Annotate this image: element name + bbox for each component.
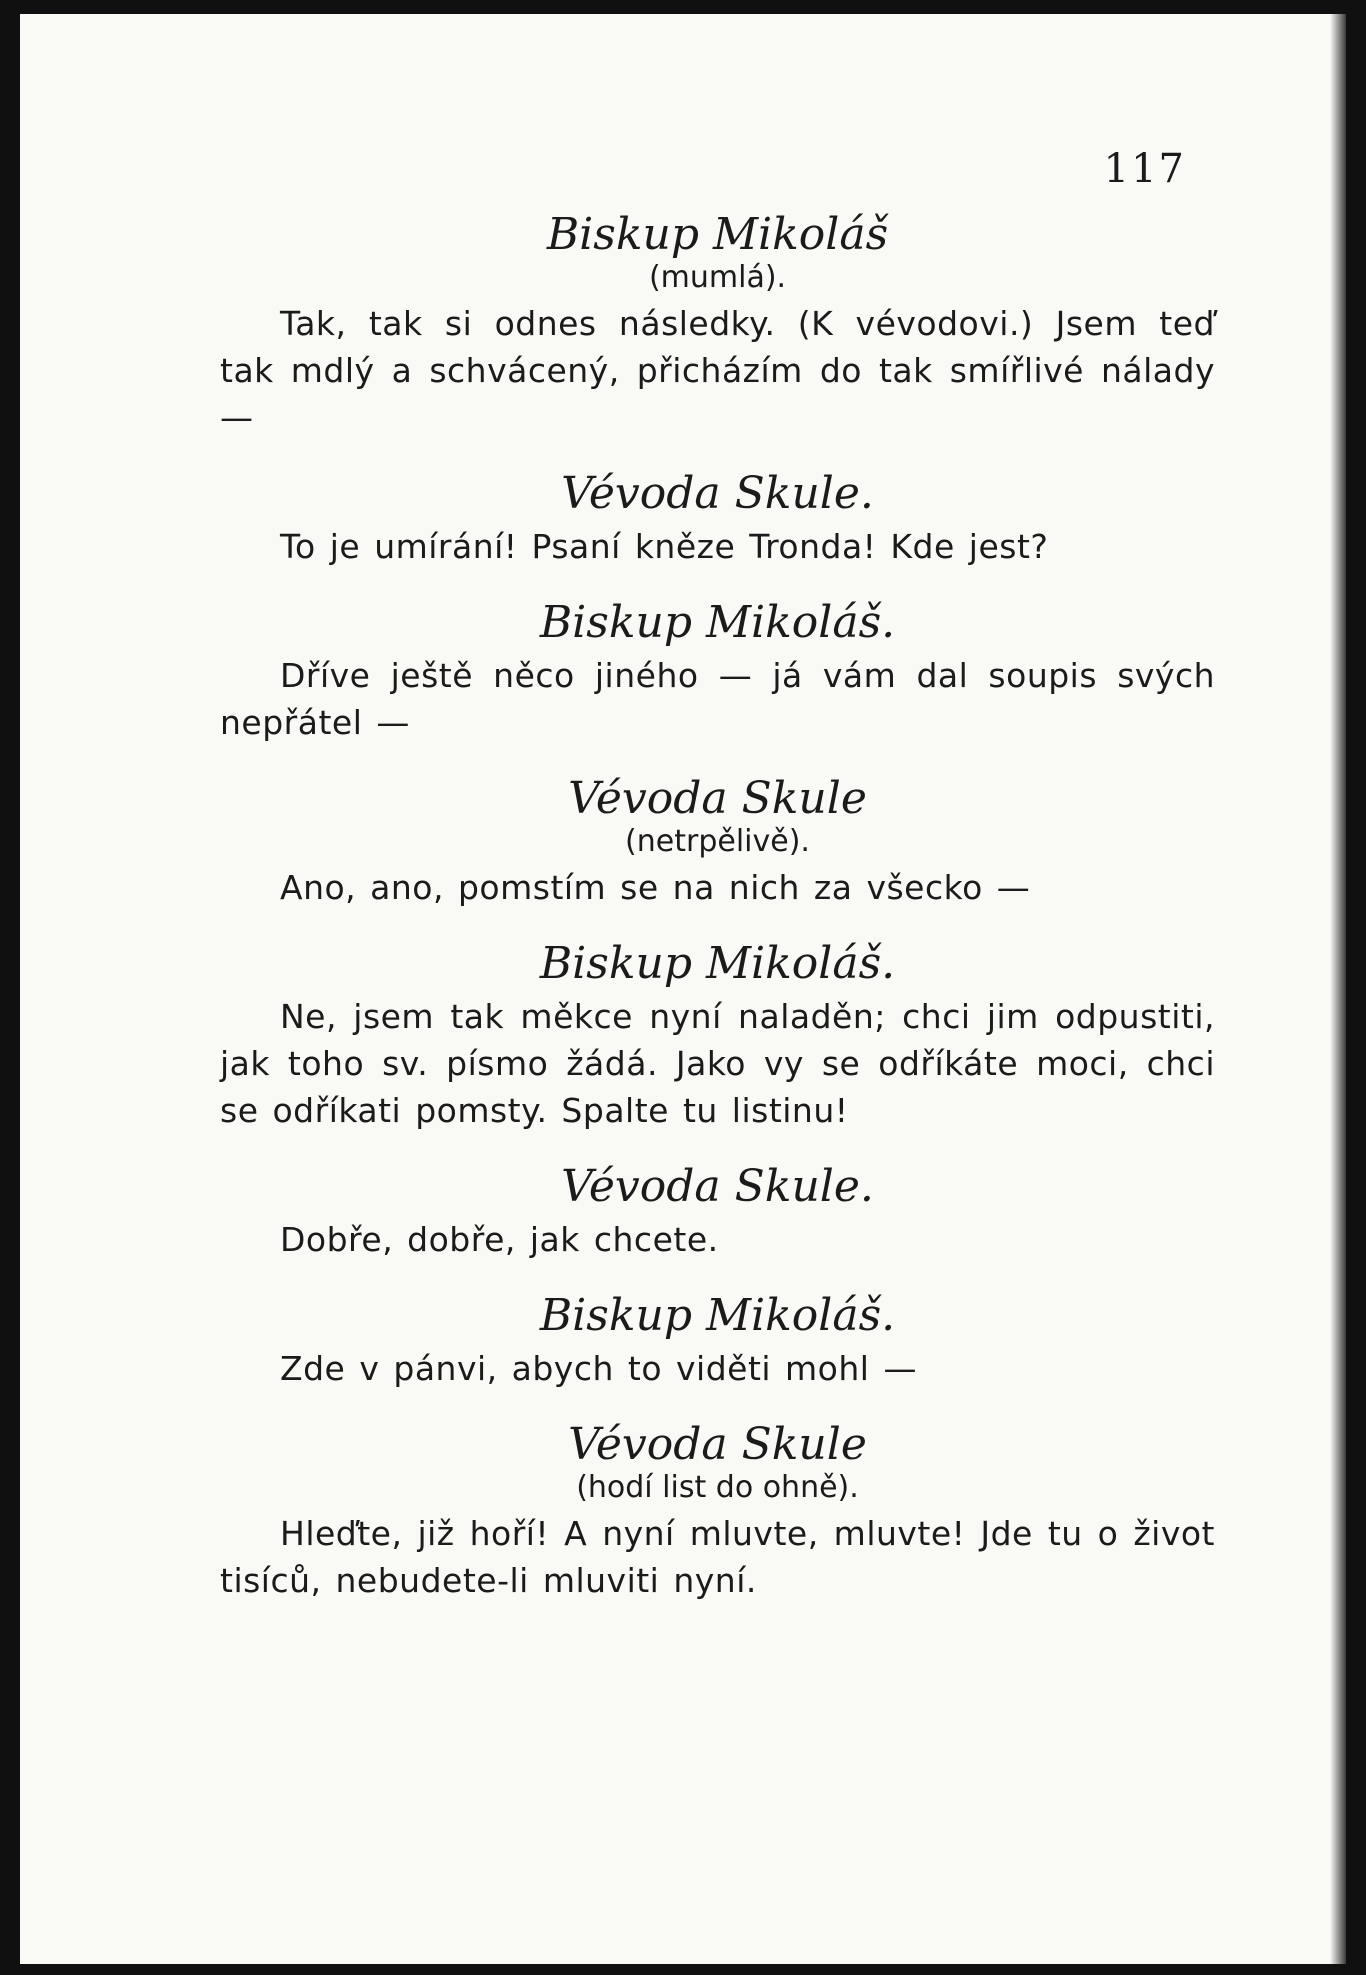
book-page [20,14,1346,1964]
dialogue-block [220,939,1215,1134]
dialogue-block [220,1162,1215,1263]
speech-text: Dříve ještě něco jiného — já vám dal soupis svých nepřátel — [220,656,1215,742]
speaker-name: Biskup Mikoláš. [539,1290,896,1341]
speech-text: Ne, jsem tak měkce nyní naladěn; chci jim odpustiti, jak toho sv. písmo žádá. Jako vy se odříkáte moci, chci se odříkati pomsty. Spalte tu listinu! [220,997,1215,1130]
dialogue-block [220,1420,1215,1604]
stage-direction: (netrpělivě). [625,824,810,859]
dialogue-block [220,469,1215,570]
dialogue-block [220,1291,1215,1392]
play-text [220,210,1215,1604]
speech-text: Zde v pánvi, abych to viděti mohl — [280,1349,917,1388]
speaker-name: Vévoda Skule. [561,1161,874,1212]
speech-text: Tak, tak si odnes následky. (K vévodovi.) Jsem teď tak mdlý a schvácený, přicházím do tak smířlivé nálady — [220,304,1215,437]
dialogue-block [220,774,1215,911]
stage-direction: (hodí list do ohně). [576,1470,859,1505]
speech-text: Ano, ano, pomstím se na nich za všecko — [280,868,1031,907]
dialogue-block [220,210,1215,441]
speech-text: To je umírání! Psaní kněze Tronda! Kde jest? [280,527,1049,566]
speaker-name: Vévoda Skule. [561,468,874,519]
speaker-name: Biskup Mikoláš. [539,938,896,989]
page-number: 117 [1103,146,1186,192]
speech-text: Dobře, dobře, jak chcete. [280,1220,719,1259]
stage-direction: (mumlá). [648,260,787,295]
speaker-name: Biskup Mikoláš. [539,597,896,648]
page-shadow-right [1330,14,1346,1964]
speaker-name: Vévoda Skule [568,1419,867,1470]
dialogue-block [220,598,1215,746]
speaker-name: Vévoda Skule [568,773,867,824]
speaker-name: Biskup Mikoláš [546,209,889,260]
speech-text: Hleďte, již hoří! A nyní mluvte, mluvte! Jde tu o život tisíců, nebudete-li mluviti nyní. [220,1514,1215,1600]
